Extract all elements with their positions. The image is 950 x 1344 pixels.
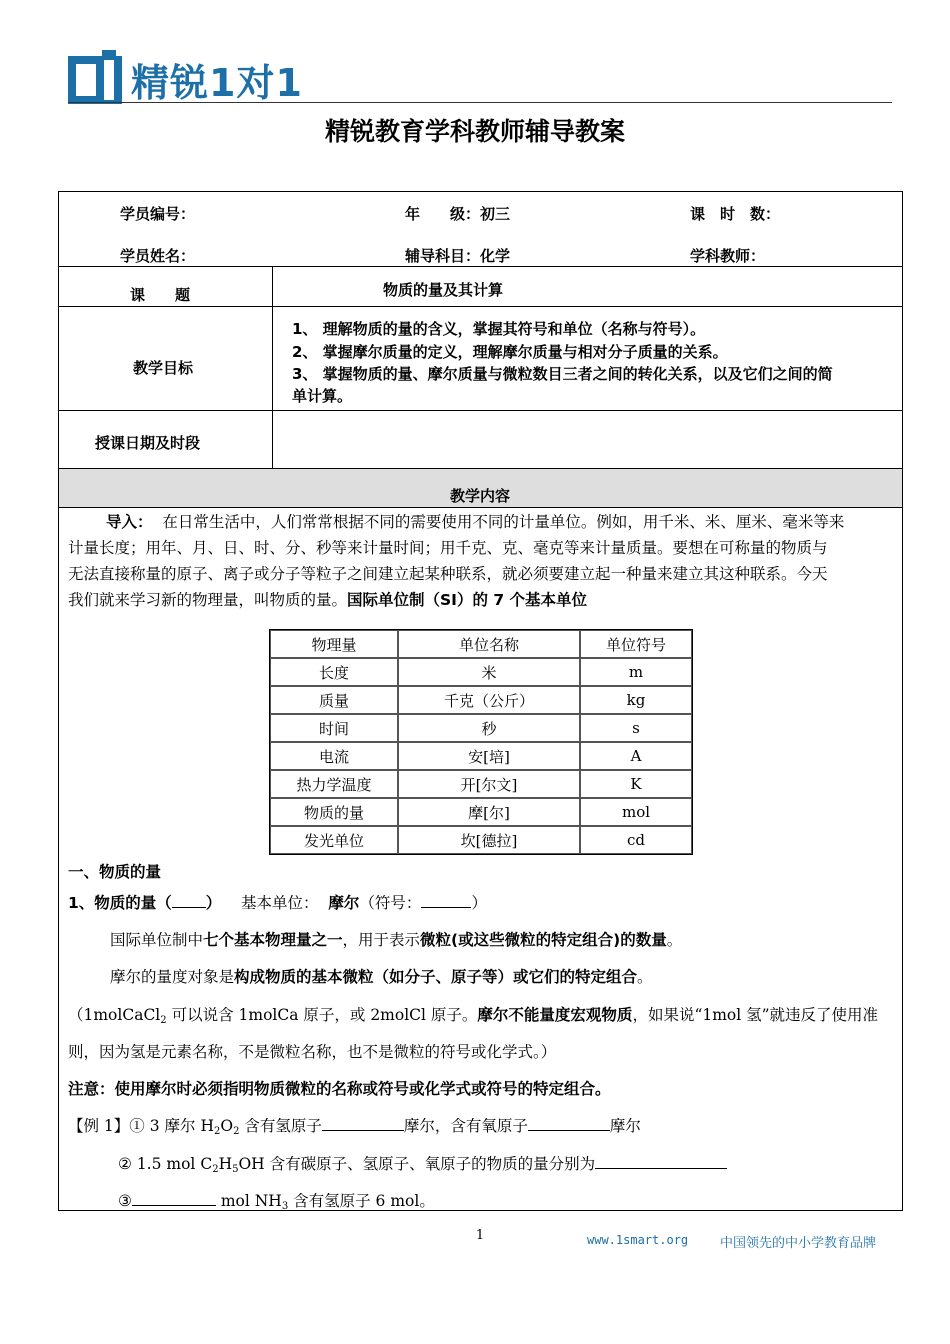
header-rule [68, 102, 892, 103]
base-unit-value: 摩尔 [328, 894, 360, 912]
column-header: 单位名称 [398, 630, 580, 658]
footer-brand: 中国领先的中小学教育品牌 [720, 1236, 877, 1251]
table-row [270, 686, 692, 714]
logo-text: 精锐1对1 [131, 61, 303, 105]
example-question [118, 1152, 727, 1174]
text-run: 国际单位制中 [110, 931, 204, 949]
table-cell: 摩[尔] [398, 798, 580, 826]
table-row [270, 742, 692, 770]
item1-label: 1、物质的量（ [68, 894, 172, 912]
text-emphasis: 摩尔不能量度宏观物质 [477, 1006, 633, 1024]
table-cell: 长度 [270, 658, 398, 686]
intro-line: 在日常生活中，人们常常根据不同的需要使用不同的计量单位。例如，用千米、米、厘米、毫米等来 [162, 513, 845, 531]
text-run: H [218, 1155, 233, 1173]
table-cell: 物质的量 [270, 798, 398, 826]
table-row [270, 658, 692, 686]
topic-value: 物质的量及其计算 [383, 281, 504, 299]
table-cell: kg [580, 686, 692, 714]
text-run: O [220, 1117, 234, 1135]
intro-line: 我们就来学习新的物理量，叫物质的量。 [68, 591, 348, 609]
column-header: 物理量 [270, 630, 398, 658]
text-run: 含有氢原子 6 mol。 [288, 1192, 435, 1210]
text-run: mol NH [215, 1192, 282, 1210]
example-label: 【例 1】 [68, 1117, 130, 1135]
answer-blank[interactable] [132, 1191, 216, 1206]
si-units-table [269, 629, 693, 855]
base-unit-label: 基本单位： [241, 894, 319, 912]
subscript: 2 [213, 1126, 221, 1137]
objectives-label: 教学目标 [133, 359, 194, 377]
form-divider [58, 306, 903, 307]
text-emphasis: 七个基本物理量之一 [203, 931, 343, 949]
text-run: ，如果说“1mol 氢”就违反了使用准 [632, 1006, 879, 1024]
answer-blank[interactable] [172, 893, 206, 908]
footer-url[interactable]: www.1smart.org [587, 1233, 689, 1247]
subscript: 2 [160, 1015, 167, 1026]
intro-label: 导入： [106, 513, 153, 531]
subscript: 5 [232, 1164, 239, 1175]
table-row [270, 798, 692, 826]
paragraph-continued: 则，因为氢是元素名称，不是微粒名称，也不是微粒的符号或化学式。） [68, 1043, 557, 1061]
text-emphasis: 构成物质的基本微粒（如分子、原子等）或它们的特定组合 [234, 968, 638, 986]
hours-label: 课 时 数： [690, 205, 781, 223]
table-cell: m [580, 658, 692, 686]
logo-icon [68, 50, 122, 104]
text-run: 可以说含 1molCa 原子，或 2molCl 原子。 [166, 1006, 478, 1024]
text-run: （1molCaCl [68, 1006, 161, 1024]
subscript: 2 [233, 1126, 240, 1137]
text-run: ③ [118, 1192, 132, 1210]
form-divider [58, 468, 903, 469]
text-run: OH 含有碳原子、氢原子、氧原子的物质的量分别为 [238, 1155, 596, 1173]
text-run: 摩尔的量度对象是 [110, 968, 235, 986]
form-divider [58, 266, 903, 267]
grade-value: 初三 [480, 205, 511, 223]
subscript: 2 [212, 1164, 219, 1175]
text-run: 含有氢原子 [239, 1117, 322, 1135]
text-run: ② 1.5 mol C [118, 1155, 213, 1173]
topic-label: 课 题 [130, 286, 191, 304]
answer-blank[interactable] [421, 893, 471, 908]
subscript: 3 [281, 1201, 289, 1212]
intro-line: 计量长度；用年、月、日、时、分、秒等来计量时间；用千克、克、毫克等来计量质量。要想在可称量的物质与 [68, 539, 828, 557]
answer-blank[interactable] [595, 1154, 727, 1169]
student-id-label: 学员编号： [120, 205, 196, 223]
subject-value: 化学 [480, 247, 511, 265]
objective-item: 1、 理解物质的量的含义，掌握其符号和单位（名称与符号）。 [292, 320, 706, 338]
form-column-divider [272, 266, 273, 468]
table-cell: cd [580, 826, 692, 854]
symbol-paren: ） [471, 894, 487, 912]
form-divider [58, 507, 903, 508]
table-cell: A [580, 742, 692, 770]
intro-emphasis: 国际单位制（SI）的 7 个基本单位 [347, 591, 588, 609]
note: 注意：使用摩尔时必须指明物质微粒的名称或符号或化学式或符号的特定组合。 [68, 1080, 611, 1098]
table-cell: K [580, 770, 692, 798]
page-number: 1 [475, 1228, 485, 1243]
table-row [270, 770, 692, 798]
table-cell: mol [580, 798, 692, 826]
table-cell: 坎[德拉] [398, 826, 580, 854]
schedule-label: 授课日期及时段 [95, 434, 201, 452]
table-cell: 发光单位 [270, 826, 398, 854]
content-header: 教学内容 [449, 487, 510, 505]
objective-item: 3、 掌握物质的量、摩尔质量与微粒数目三者之间的转化关系，以及它们之间的简 [292, 365, 833, 383]
section-heading: 一、物质的量 [68, 863, 162, 881]
text-run: 摩尔 [609, 1117, 641, 1135]
intro-paragraph [68, 509, 904, 613]
table-cell: 电流 [270, 742, 398, 770]
table-cell: 米 [398, 658, 580, 686]
table-row [270, 714, 692, 742]
grade-label: 年 级： [405, 205, 481, 223]
objective-item: 单计算。 [292, 387, 353, 405]
text-run: ① 3 摩尔 H [129, 1117, 214, 1135]
text-run: 摩尔，含有氧原子 [403, 1117, 528, 1135]
table-cell: 秒 [398, 714, 580, 742]
objective-item: 2、 掌握摩尔质量的定义，理解摩尔质量与相对分子质量的关系。 [292, 343, 728, 361]
intro-line: 无法直接称量的原子、离子或分子等粒子之间建立起某种联系，就必须要建立起一种量来建立其这种联系。今天 [68, 565, 828, 583]
text-run: 。 [666, 931, 683, 949]
table-cell: 质量 [270, 686, 398, 714]
paragraph [110, 965, 653, 987]
student-name-label: 学员姓名： [120, 247, 196, 265]
text-run: ，用于表示 [342, 931, 421, 949]
paragraph [110, 928, 682, 950]
table-header-row [270, 630, 692, 658]
text-run: 。 [637, 968, 653, 986]
table-cell: 开[尔文] [398, 770, 580, 798]
table-cell: 安[培] [398, 742, 580, 770]
answer-blank[interactable] [322, 1116, 404, 1131]
subject-label: 辅导科目： [405, 247, 481, 265]
text-emphasis: 微粒(或这些微粒的特定组合)的数量 [420, 931, 667, 949]
example-question [68, 1114, 641, 1136]
paragraph [68, 1003, 878, 1025]
example-question [118, 1189, 435, 1211]
table-cell: 时间 [270, 714, 398, 742]
item1-paren: ） [205, 894, 222, 912]
document-title: 精锐教育学科教师辅导教案 [324, 117, 625, 146]
teacher-label: 学科教师： [690, 247, 766, 265]
symbol-label: （符号： [359, 894, 422, 912]
table-cell: s [580, 714, 692, 742]
form-divider [58, 410, 903, 411]
table-cell: 热力学温度 [270, 770, 398, 798]
answer-blank[interactable] [528, 1116, 610, 1131]
table-cell: 千克（公斤） [398, 686, 580, 714]
item1-line [68, 891, 487, 913]
column-header: 单位符号 [580, 630, 692, 658]
table-row [270, 826, 692, 854]
